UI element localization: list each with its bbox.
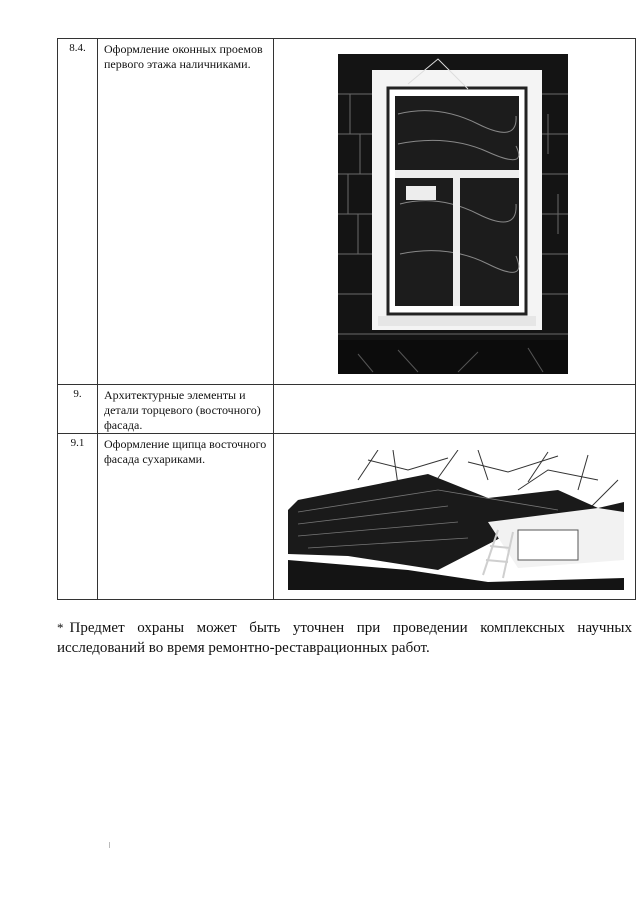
row-description: Оформление оконных проемов первого этажа наличниками. <box>104 42 263 71</box>
window-photo <box>338 54 568 374</box>
row-number: 9. <box>73 388 82 400</box>
row-description-cell <box>98 385 274 434</box>
row-number-cell <box>58 39 98 385</box>
row-number-cell <box>58 385 98 434</box>
photo-cell <box>274 39 636 385</box>
scan-mark <box>109 842 110 848</box>
gable-photo <box>288 450 624 590</box>
empty-photo-cell <box>274 385 636 434</box>
table-row <box>58 39 636 385</box>
footnote-star: * <box>57 620 64 635</box>
row-number-cell <box>58 434 98 600</box>
row-number: 8.4. <box>69 42 86 54</box>
footnote <box>57 618 632 658</box>
row-description: Архитектурные элементы и детали торцевого (восточного) фасада. <box>104 388 261 432</box>
protection-table <box>57 38 636 600</box>
row-number: 9.1 <box>70 437 85 449</box>
footnote-text: Предмет охраны может быть уточнен при проведении комплексных научных исследований во время ремонтно-реставрационных работ. <box>57 620 632 656</box>
row-description-cell <box>98 434 274 600</box>
row-description-cell <box>98 39 274 385</box>
table-row <box>58 385 636 434</box>
photo-cell <box>274 434 636 600</box>
row-description: Оформление щипца восточного фасада сухариками. <box>104 437 267 466</box>
table-row <box>58 434 636 600</box>
